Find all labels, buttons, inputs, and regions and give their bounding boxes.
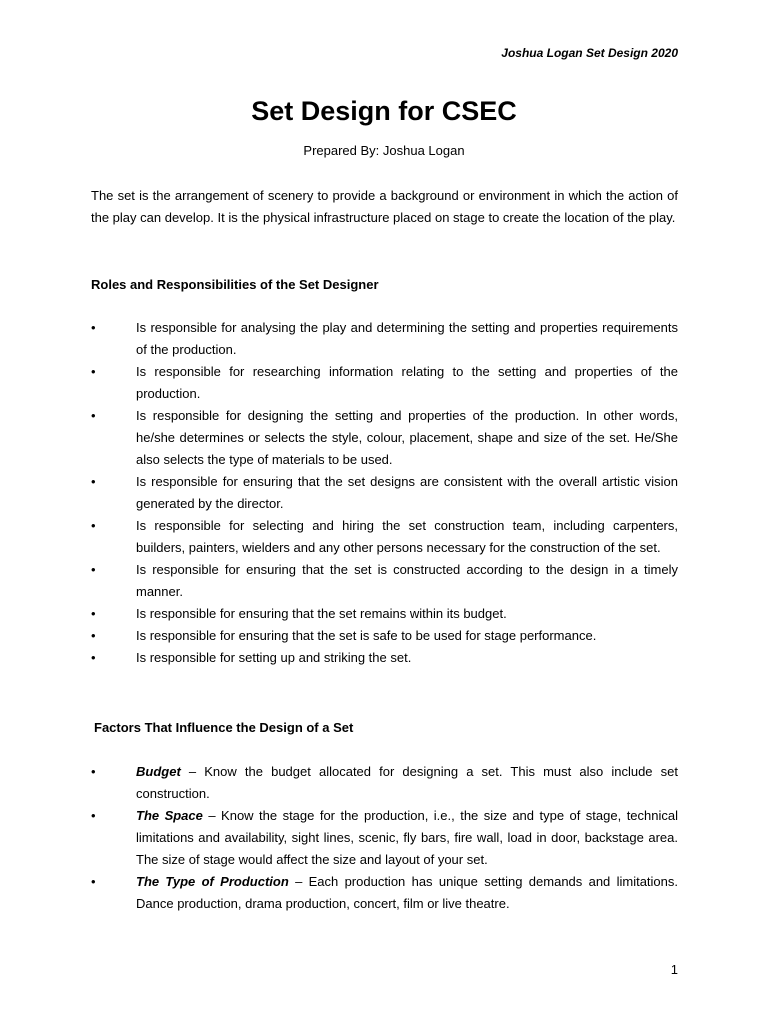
list-item: [91, 515, 678, 559]
role-text: Is responsible for ensuring that the set is constructed according to the design in a timely manner.: [136, 562, 678, 599]
list-item: [91, 405, 678, 471]
list-item: [91, 317, 678, 361]
bullet-icon: •: [91, 808, 96, 823]
factors-heading: Factors That Influence the Design of a Set: [94, 720, 354, 735]
page-title: Set Design for CSEC: [251, 96, 517, 126]
factor-text: – Know the budget allocated for designing a set. This must also include set construction.: [136, 764, 678, 801]
list-item: [91, 603, 678, 625]
bullet-icon: •: [91, 874, 96, 889]
roles-list: [91, 317, 678, 669]
role-text: Is responsible for designing the setting and properties of the production. In other words, he/she determines or selects the style, colour, placement, shape and size of the set. He/She also selects the type of materials to be used.: [136, 408, 678, 467]
page-number: 1: [670, 962, 678, 977]
list-item: [91, 559, 678, 603]
bullet-icon: •: [91, 408, 96, 423]
bullet-icon: •: [91, 562, 96, 577]
bullet-icon: •: [91, 650, 96, 665]
role-text: Is responsible for ensuring that the set designs are consistent with the overall artistic vision generated by the director.: [136, 474, 678, 511]
factor-text: – Know the stage for the production, i.e., the size and type of stage, technical limitations and availability, sight lines, scenic, fly bars, fire wall, load in door, backstage area. The size of stage would affect the size and layout of your set.: [136, 808, 678, 867]
list-item: [91, 761, 678, 805]
bullet-icon: •: [91, 628, 96, 643]
list-item: [91, 361, 678, 405]
role-text: Is responsible for researching information relating to the setting and properties of the production.: [136, 364, 678, 401]
bullet-icon: •: [91, 474, 96, 489]
bullet-icon: •: [91, 764, 96, 779]
list-item: [91, 647, 678, 669]
factor-term: Budget: [136, 764, 181, 779]
factor-term: The Type of Production: [136, 874, 289, 889]
role-text: Is responsible for selecting and hiring the set construction team, including carpenters, builders, painters, wielders and any other persons necessary for the construction of the set.: [136, 518, 678, 555]
role-text: Is responsible for setting up and striking the set.: [136, 650, 412, 665]
list-item: [91, 871, 678, 915]
list-item: [91, 625, 678, 647]
factors-list: [91, 761, 678, 915]
intro-paragraph: The set is the arrangement of scenery to provide a background or environment in which the action of the play can develop. It is the physical infrastructure placed on stage to create the location of the play.: [91, 188, 678, 225]
roles-heading: Roles and Responsibilities of the Set Designer: [91, 277, 379, 292]
list-item: [91, 805, 678, 871]
role-text: Is responsible for ensuring that the set is safe to be used for stage performance.: [136, 628, 597, 643]
author-line: Prepared By: Joshua Logan: [303, 143, 465, 158]
running-header: Joshua Logan Set Design 2020: [501, 46, 678, 60]
role-text: Is responsible for analysing the play and determining the setting and properties requirements of the production.: [136, 320, 678, 357]
bullet-icon: •: [91, 518, 96, 533]
bullet-icon: •: [91, 320, 96, 335]
factor-term: The Space: [136, 808, 203, 823]
list-item: [91, 471, 678, 515]
bullet-icon: •: [91, 606, 96, 621]
bullet-icon: •: [91, 364, 96, 379]
role-text: Is responsible for ensuring that the set remains within its budget.: [136, 606, 507, 621]
factor-text: – Each production has unique setting demands and limitations. Dance production, drama production, concert, film or live theatre.: [136, 874, 679, 911]
